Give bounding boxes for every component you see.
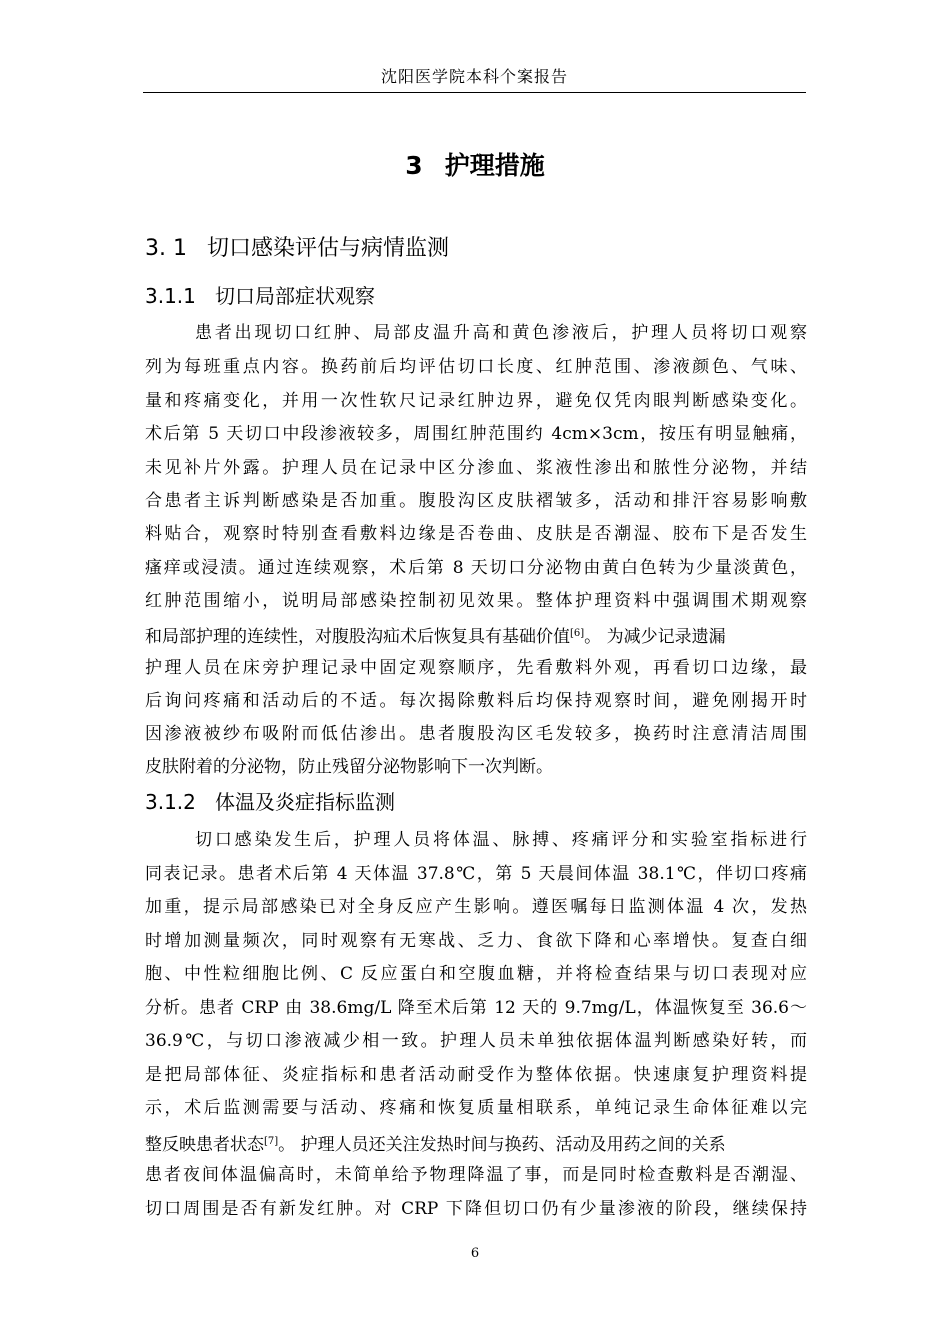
text-line: 料贴合，观察时特别查看敷料边缘是否卷曲、皮肤是否潮湿、胶布下是否发生 xyxy=(145,524,807,544)
subsection-title-2: 体温及炎症指标监测 xyxy=(215,790,395,814)
page-number: 6 xyxy=(470,1246,480,1261)
section-heading xyxy=(145,233,449,265)
text-line: 列为每班重点内容。换药前后均评估切口长度、红肿范围、渗液颜色、气味、 xyxy=(145,357,807,377)
text-line: 是把局部体征、炎症指标和患者活动耐受作为整体依据。快速康复护理资料提 xyxy=(145,1065,807,1085)
text-line: 示，术后监测需要与活动、疼痛和恢复质量相联系，单纯记录生命体征难以完 xyxy=(145,1098,807,1118)
text-line: 加重，提示局部感染已对全身反应产生影响。遵医嘱每日监测体温 4 次，发热 xyxy=(145,897,807,917)
text-line: 分析。患者 CRP 由 38.6mg/L 降至术后第 12 天的 9.7mg/L，体温恢复至 36.6～ xyxy=(145,998,807,1018)
page-header: 沈阳医学院本科个案报告 xyxy=(143,62,806,93)
chapter-title-text: 护理措施 xyxy=(444,151,545,180)
text-line: 36.9℃，与切口渗液减少相一致。护理人员未单独依据体温判断感染好转，而 xyxy=(145,1031,807,1051)
text-line: 合患者主诉判断感染是否加重。腹股沟区皮肤褶皱多，活动和排汗容易影响敷 xyxy=(145,491,807,511)
text-line: 护理人员在床旁护理记录中固定观察顺序，先看敷料外观，再看切口边缘，最 xyxy=(145,658,807,678)
subsection-heading-1 xyxy=(145,281,375,311)
text-line: 患者出现切口红肿、局部皮温升高和黄色渗液后，护理人员将切口观察 xyxy=(195,323,807,343)
citation-mark: [7] xyxy=(264,1136,279,1147)
text-line: 患者夜间体温偏高时，未简单给予物理降温了事，而是同时检查敷料是否潮湿、 xyxy=(145,1165,807,1185)
text-line: 因渗液被纱布吸附而低估渗出。患者腹股沟区毛发较多，换药时注意清洁周围 xyxy=(145,724,807,744)
text-line: 红肿范围缩小，说明局部感染控制初见效果。整体护理资料中强调围术期观察 xyxy=(145,591,807,611)
subsection-number-2: 3.1.2 xyxy=(145,790,196,814)
text-line: 后询问疼痛和活动后的不适。每次揭除敷料后均保持观察时间，避免刚揭开时 xyxy=(145,691,807,711)
text-line: 量和疼痛变化，并用一次性软尺记录红肿边界，避免仅凭肉眼判断感染变化。 xyxy=(145,391,807,411)
subsection-title-1: 切口局部症状观察 xyxy=(215,284,375,308)
text-line: 皮肤附着的分泌物，防止残留分泌物影响下一次判断。 xyxy=(145,757,553,777)
text-segment: 。 护理人员还关注发热时间与换药、活动及用药之间的关系 xyxy=(278,1135,726,1154)
text-line: 时增加测量频次，同时观察有无寒战、乏力、食欲下降和心率增快。复查白细 xyxy=(145,931,807,951)
text-line-with-citation xyxy=(145,622,807,646)
text-segment: 。 为减少记录遗漏 xyxy=(584,627,726,646)
text-line: 切口感染发生后，护理人员将体温、脉搏、疼痛评分和实验室指标进行 xyxy=(195,830,807,850)
text-line: 同表记录。患者术后第 4 天体温 37.8℃，第 5 天晨间体温 38.1℃，伴切口疼痛 xyxy=(145,864,807,884)
text-line: 切口周围是否有新发红肿。对 CRP 下降但切口仍有少量渗液的阶段，继续保持 xyxy=(145,1199,807,1219)
chapter-title xyxy=(0,146,950,186)
citation-mark: [6] xyxy=(570,628,585,639)
text-segment: 整反映患者状态 xyxy=(145,1135,264,1154)
text-line: 胞、中性粒细胞比例、C 反应蛋白和空腹血糖，并将检查结果与切口表现对应 xyxy=(145,964,807,984)
text-segment: 和局部护理的连续性，对腹股沟疝术后恢复具有基础价值 xyxy=(145,627,570,646)
text-line: 术后第 5 天切口中段渗液较多，周围红肿范围约 4cm×3cm，按压有明显触痛， xyxy=(145,424,807,444)
text-line-with-citation xyxy=(145,1130,807,1154)
subsection-number-1: 3.1.1 xyxy=(145,284,196,308)
text-line: 未见补片外露。护理人员在记录中区分渗血、浆液性渗出和脓性分泌物，并结 xyxy=(145,458,807,478)
text-line: 瘙痒或浸渍。通过连续观察，术后第 8 天切口分泌物由黄白色转为少量淡黄色， xyxy=(145,558,807,578)
section-title-text: 切口感染评估与病情监测 xyxy=(207,236,450,261)
section-number: 3. 1 xyxy=(145,236,187,261)
subsection-heading-2 xyxy=(145,787,395,817)
chapter-number: 3 xyxy=(405,151,423,180)
